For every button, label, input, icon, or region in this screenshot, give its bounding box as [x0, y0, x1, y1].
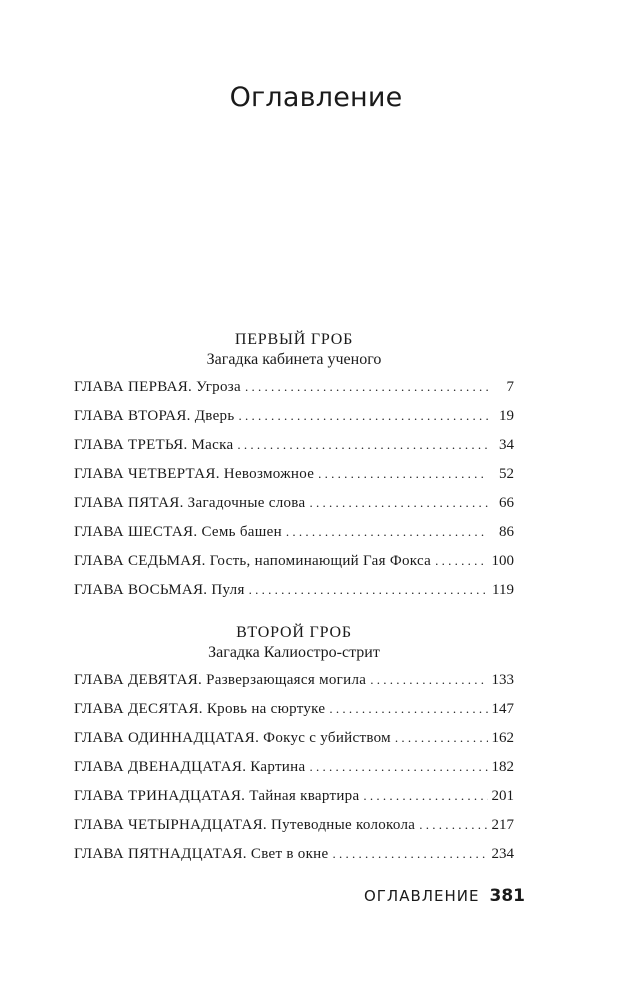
chapter-title: ГЛАВА ЧЕТЫРНАДЦАТАЯ. Путеводные колокола	[74, 817, 416, 833]
toc-entry	[74, 788, 514, 817]
dot-leader	[363, 788, 487, 804]
toc-entry	[74, 759, 514, 788]
toc-entry	[74, 524, 514, 553]
dot-leader	[370, 672, 487, 688]
chapter-title: ГЛАВА СЕДЬМАЯ. Гость, напоминающий Гая Фокса	[74, 553, 432, 569]
dot-leader	[318, 466, 488, 482]
toc-entry	[74, 408, 514, 437]
chapter-title: ГЛАВА ДЕСЯТАЯ. Кровь на сюртуке	[74, 701, 326, 717]
page-title: Оглавление	[229, 82, 403, 113]
chapter-title: ГЛАВА ПЯТАЯ. Загадочные слова	[74, 495, 306, 511]
chapter-page-number: 217	[491, 817, 514, 833]
dot-leader	[249, 582, 488, 598]
footer-label: ОГЛАВЛЕНИЕ	[363, 887, 480, 905]
chapter-page-number: 52	[499, 466, 514, 482]
chapter-page-number: 182	[491, 759, 514, 775]
toc-list	[74, 379, 514, 611]
chapter-page-number: 162	[491, 730, 514, 746]
toc-entry	[74, 379, 514, 408]
part-section-1	[74, 330, 514, 611]
chapter-page-number: 119	[492, 582, 514, 598]
toc-entry	[74, 553, 514, 582]
toc-entry	[74, 846, 514, 875]
chapter-title: ГЛАВА ДЕВЯТАЯ. Разверзающаяся могила	[74, 672, 367, 688]
toc-entry	[74, 817, 514, 846]
page-number: 381	[489, 886, 525, 906]
chapter-page-number: 100	[491, 553, 514, 569]
toc-list	[74, 672, 514, 875]
toc-entry	[74, 701, 514, 730]
chapter-page-number: 133	[491, 672, 514, 688]
part-title: ВТОРОЙ ГРОБ	[236, 624, 352, 641]
chapter-page-number: 7	[506, 379, 514, 395]
chapter-title: ГЛАВА ВОСЬМАЯ. Пуля	[74, 582, 245, 598]
chapter-title: ГЛАВА ТРЕТЬЯ. Маска	[74, 437, 234, 453]
chapter-title: ГЛАВА ТРИНАДЦАТАЯ. Тайная квартира	[74, 788, 360, 804]
toc-entry	[74, 582, 514, 611]
part-title: ПЕРВЫЙ ГРОБ	[234, 331, 354, 348]
dot-leader	[419, 817, 487, 833]
dot-leader	[435, 553, 487, 569]
part-section-2	[74, 623, 514, 875]
chapter-page-number: 34	[499, 437, 514, 453]
dot-leader	[245, 379, 488, 395]
dot-leader	[286, 524, 488, 540]
chapter-title: ГЛАВА ОДИННАДЦАТАЯ. Фокус с убийством	[74, 730, 391, 746]
toc-entry	[74, 466, 514, 495]
chapter-title: ГЛАВА ЧЕТВЕРТАЯ. Невозможное	[74, 466, 315, 482]
dot-leader	[332, 846, 487, 862]
chapter-page-number: 86	[499, 524, 514, 540]
dot-leader	[238, 408, 488, 424]
chapter-title: ГЛАВА ДВЕНАДЦАТАЯ. Картина	[74, 759, 306, 775]
chapter-title: ГЛАВА ПЯТНАДЦАТАЯ. Свет в окне	[74, 846, 329, 862]
part-subtitle: Загадка Калиостро-стрит	[208, 644, 380, 661]
chapter-page-number: 147	[491, 701, 514, 717]
chapter-page-number: 234	[491, 846, 514, 862]
toc-entry	[74, 672, 514, 701]
chapter-page-number: 19	[499, 408, 514, 424]
toc-entry	[74, 495, 514, 524]
chapter-page-number: 66	[499, 495, 514, 511]
chapter-title: ГЛАВА ВТОРАЯ. Дверь	[74, 408, 235, 424]
dot-leader	[309, 495, 488, 511]
part-subtitle: Загадка кабинета ученого	[206, 351, 382, 368]
chapter-title: ГЛАВА ШЕСТАЯ. Семь башен	[74, 524, 282, 540]
chapter-page-number: 201	[491, 788, 514, 804]
toc-entry	[74, 730, 514, 759]
toc-entry	[74, 437, 514, 466]
dot-leader	[329, 701, 487, 717]
chapter-title: ГЛАВА ПЕРВАЯ. Угроза	[74, 379, 241, 395]
dot-leader	[237, 437, 488, 453]
running-footer	[364, 886, 525, 906]
dot-leader	[395, 730, 488, 746]
dot-leader	[309, 759, 487, 775]
